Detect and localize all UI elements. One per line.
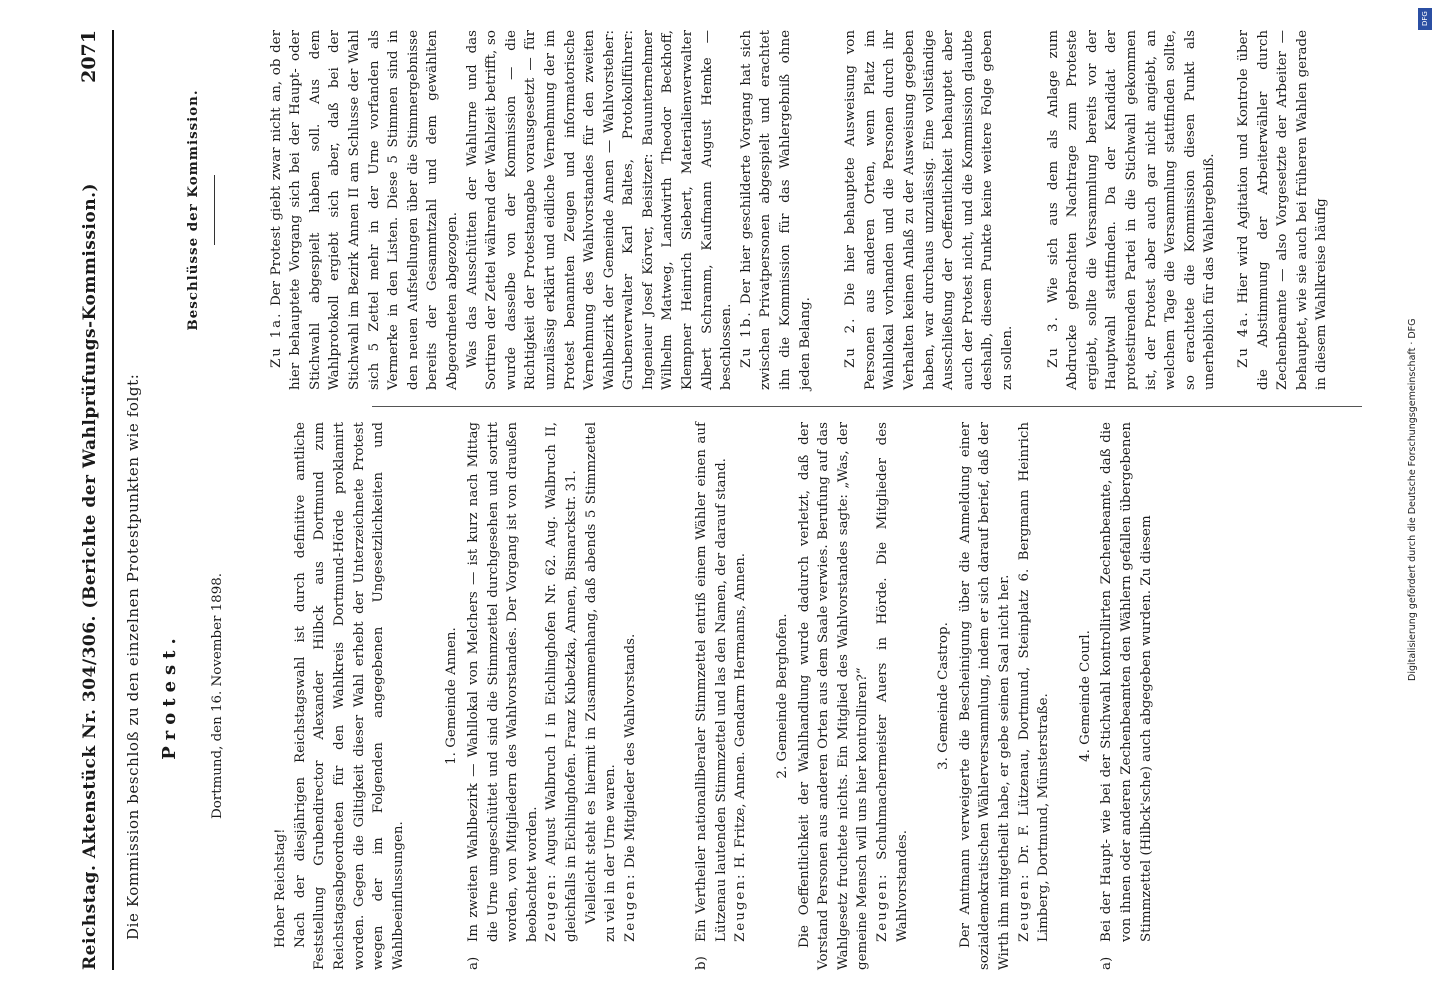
running-head: Reichstag. Aktenstück Nr. 304/306. (Berichte der Wahlprüfungs-Kommission.) xyxy=(80,182,100,970)
decision-label: Zu 1b. xyxy=(738,310,754,368)
decisions-title: Beschlüsse der Kommission. xyxy=(185,89,201,331)
decision-4a xyxy=(1234,30,1332,390)
decision-text: Hier wird Agitation und Kontrole über die Abstimmung der Arbeiterwähler durch Zechenbeamte — also Vorgesetzte der Arbeiter — behauptet, wie sie auch bei früheren Wahlen gerade in diesem Wahlkreise häufig xyxy=(1235,30,1330,390)
lead-sentence: Die Kommission beschloß zu den einzelnen Protestpunkten wie folgt: xyxy=(124,373,142,940)
decision-label: Zu 3. xyxy=(1045,315,1061,368)
witnesses-label: Zeugen: xyxy=(1016,872,1032,942)
witnesses-text: H. Fritze, Annen. Gendarm Hermanns, Annen. xyxy=(733,553,749,869)
section-title-castrop: 3. Gemeinde Castrop. xyxy=(936,622,952,770)
decision-label: Zu 4a. xyxy=(1235,310,1251,368)
witnesses-text: August Walbruch I in Eichlinghofen Nr. 62. Aug. Walbruch II, gleichfalls in Eichlinghofen. Franz Kubetzka, Annen, Bismarckstr. 31. xyxy=(544,422,579,942)
section-title-berghofen: 2. Gemeinde Berghofen. xyxy=(775,613,791,779)
protest-point-1b xyxy=(692,422,731,970)
witnesses xyxy=(542,422,581,970)
page-number: 2071 xyxy=(78,30,100,83)
protest-title: Protest. xyxy=(159,632,180,760)
decision-label: Zu 1a. xyxy=(268,311,284,368)
witnesses-text: Schuhmachermeister Auers in Hörde. Die Mitglieder des Wahlvorstandes. xyxy=(875,422,910,942)
point-label: b) xyxy=(694,956,710,970)
witnesses-label: Zeugen: xyxy=(875,872,891,942)
witnesses-label: Zeugen: xyxy=(622,872,638,942)
header-rule xyxy=(112,30,114,970)
decision-1a xyxy=(267,30,463,390)
decision-2 xyxy=(841,30,1017,390)
salutation: Hoher Reichstag! xyxy=(273,828,289,948)
witnesses-label: Zeugen: xyxy=(733,872,749,942)
point-label: a) xyxy=(465,956,481,970)
protest-date: Dortmund, den 16. November 1898. xyxy=(209,573,225,819)
witnesses-text: Die Mitglieder des Wahlvorstands. xyxy=(622,633,638,869)
witnesses xyxy=(731,422,751,970)
witnesses xyxy=(1015,422,1054,970)
decision-text: Wie sich aus dem als Anlage zum Abdrucke gebrachten Nachtrage zum Proteste ergiebt, sollte die Versammlung bereits vor der Hauptwahl stattfinden. Da der Kandidat der protestirenden Partei in die Stichwahl gekommen ist, der Protest aber auch gar nicht angiebt, an welchem Tage die Versammlung stattfinden sollte, so erachtete die Kommission diesen Punkt als unerheblich für das Wahlergebniß. xyxy=(1045,29,1218,390)
witnesses xyxy=(873,422,912,970)
protest-point-4a xyxy=(1097,422,1156,970)
decision-text: Die hier behauptete Ausweisung von Personen aus anderen Orten, wenn Platz im Wahllokal vorhanden und die Personen durch ihr Verhalten keinen Anlaß zu der Ausweisung gegeben haben, war durchaus unzulässig. Eine vollständige Ausschließung der Oeffentlichkeit behauptet aber auch der Protest nicht, und die Kommission glaubte deshalb, diesem Punkte keine weitere Folge geben zu sollen. xyxy=(843,30,1015,390)
decision-1a-continued: Was das Ausschütten der Wahlurne und das Sortiren der Zettel während der Wahlzeit betrifft, so wurde dasselbe von der Kommission — die Richtigkeit der Protestangabe vorausgesetzt — für unzulässig erklärt und eidliche Vernehmung der im Protest benannten Zeugen und informatorische Vernehmung des Wahlvorstandes für den zweiten Wahlbezirk der Gemeinde Annen — Wahlvorsteher: Grubenverwalter Karl Baltes, Protokollführer: Ingenieur Josef Körver, Beisitzer: Bauunternehmer Wilhelm Matweg, Landwirth Theodor Beckhoff, Klempner Heinrich Siebert, Materialienverwalter Albert Schramm, Kaufmann August Hemke — beschlossen. xyxy=(464,30,735,390)
point-label: a) xyxy=(1099,956,1115,970)
page-header xyxy=(72,30,114,970)
witnesses-text: Dr. F. Lützenau, Dortmund, Steinplatz 6. Bergmann Heinrich Limberg, Dortmund, Münsterstraße. xyxy=(1016,422,1052,942)
decision-1b xyxy=(737,30,815,390)
decision-text: Der Protest giebt zwar nicht an, ob der hier behauptete Vorgang sich bei der Haupt- oder Stichwahl abgespielt haben soll. Aus dem Wahlprotokoll ergiebt sich aber, daß bei der Stichwahl im Bezirk Annen II am Schlusse der Wahl sich 5 Zettel mehr in der Urne vorfanden als Vermerke in den Listen. Diese 5 Stimmen sind in den neuen Aufstellungen über die Stimmergebnisse bereits der Gesammtzahl und dem gewählten Abgeordneten abgezogen. xyxy=(268,30,460,390)
protest-point-2: Die Oeffentlichkeit der Wahlhandlung wurde dadurch verletzt, daß der Vorstand Personen aus anderen Orten aus dem Saale verwies. Berufung auf das Wahlgesetz fruchtete nichts. Ein Mitglied des Wahlvorstandes sagte: „Was, der gemeine Mensch will uns hier kontrolliren?“ xyxy=(796,422,871,970)
decision-text: Der hier geschilderte Vorgang hat sich zwischen Privatpersonen abgespielt und erachtet ihn die Kommission für das Wahlergebniß ohne jeden Belang. xyxy=(738,30,813,390)
protest-column xyxy=(158,422,1156,970)
section-title-annen: 1. Gemeinde Annen. xyxy=(444,627,460,765)
witnesses xyxy=(621,422,641,970)
section-title-courl: 4. Gemeinde Courl. xyxy=(1077,630,1093,762)
point-text: Ein Vertheiler nationalliberaler Stimmzettel entriß einem Wähler einen auf Lützenau lautenden Stimmzettel und las den Namen, der darauf stand. xyxy=(694,422,729,942)
column-divider xyxy=(372,406,1362,407)
protest-intro: Nach der diesjährigen Reichstagswahl ist durch definitive amtliche Feststellung Grubendirector Alexander Hilbck aus Dortmund zum Reichstagsabgeordneten für den Wahlkreis Dortmund-Hörde proklamirt worden. Gegen die Giltigkeit dieser Wahl erhebt der Unterzeichnete Protest wegen der im Folgenden angegebenen Ungesetzlichkeiten und Wahlbeeinflussungen. xyxy=(292,422,406,970)
decision-3 xyxy=(1044,30,1220,390)
protest-point-1a xyxy=(464,422,542,970)
decisions-column xyxy=(158,30,1332,390)
point-text: Im zweiten Wahlbezirk — Wahllokal von Melchers — ist kurz nach Mittag die Urne umgeschüttet und sind die Stimmzettel durchgesehen und sortirt worden, von Mitgliedern des Wahlvorstandes. Der Vorgang ist von draußen beobachtet worden. xyxy=(465,422,540,942)
dfg-logo-icon: DFG xyxy=(1418,8,1432,30)
title-rule xyxy=(214,175,215,245)
point-text: Bei der Haupt- wie bei der Stichwahl kontrollirten Zechenbeamte, daß die von ihnen oder anderen Zechenbeamten den Wählern gefallen übergebenen Stimmzettel (Hilbck'sche) auch abgegeben wurden. Zu diesem xyxy=(1099,422,1154,942)
witnesses-label: Zeugen: xyxy=(544,872,560,942)
document-page xyxy=(72,30,1362,970)
protest-point-3: Der Amtmann verweigerte die Bescheinigung über die Anmeldung einer sozialdemokratischen Wählerversammlung, indem er sich darauf berief, daß der Wirth ihm mitgetheilt habe, er gebe seinen Saal nicht her. xyxy=(957,422,1012,970)
decision-label: Zu 2. xyxy=(843,316,859,368)
point-note: Vielleicht steht es hiermit in Zusammenhang, daß abends 5 Stimmzettel zu viel in der Urne waren. xyxy=(583,422,619,942)
digitization-credit: Digitalisierung gefördert durch die Deutsche Forschungsgemeinschaft · DFG xyxy=(1407,318,1418,682)
